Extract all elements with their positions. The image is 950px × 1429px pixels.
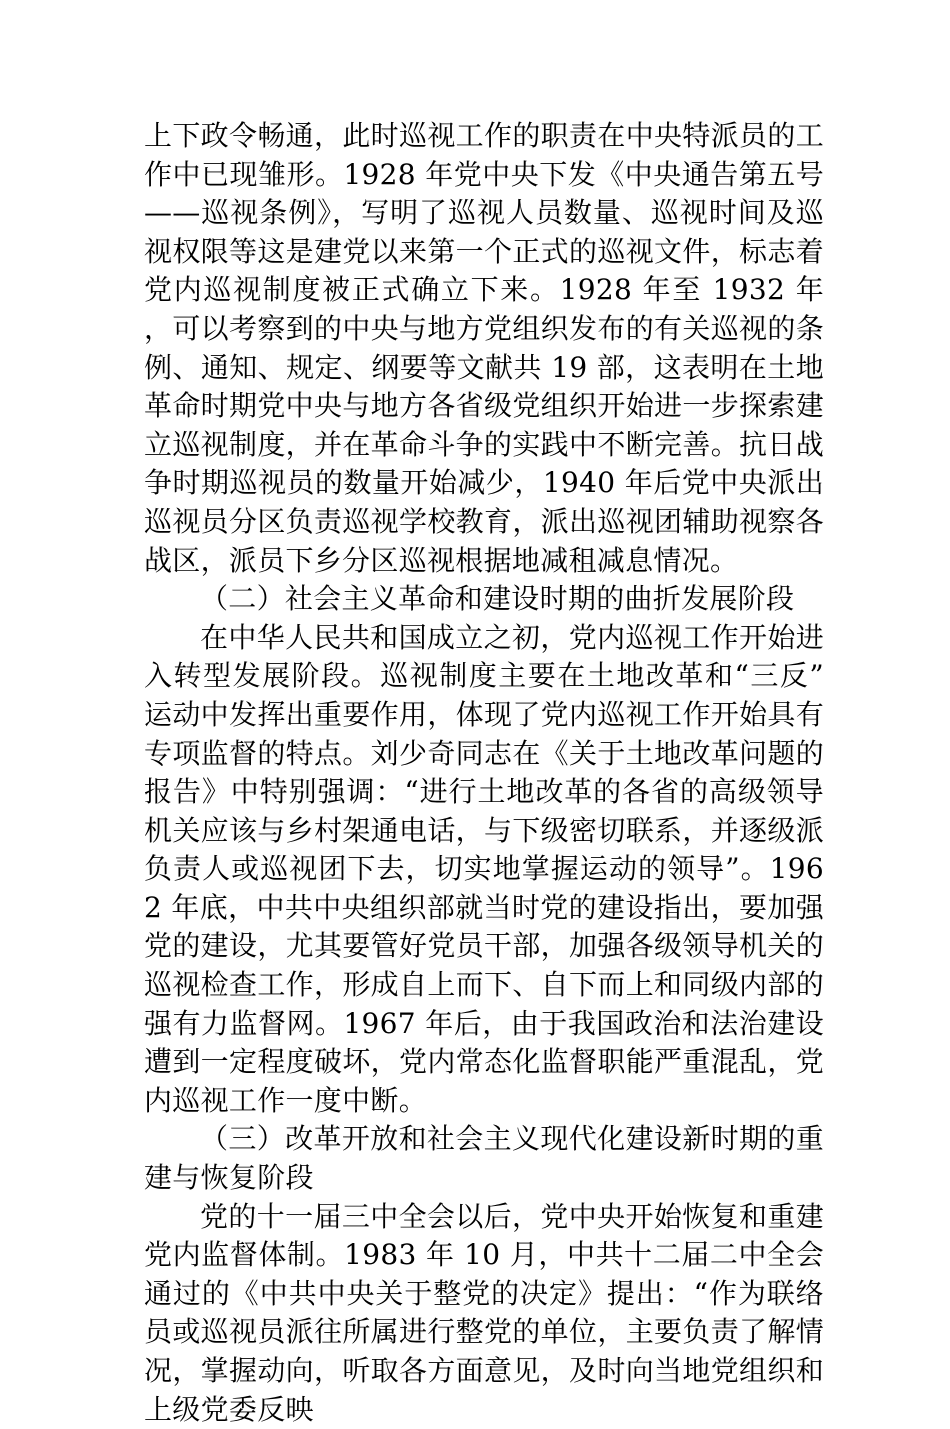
section-heading-3: （三）改革开放和社会主义现代化建设新时期的重建与恢复阶段 (144, 1122, 824, 1195)
paragraph-1: 上下政令畅通，此时巡视工作的职责在中央特派员的工作中已现雏形。1928 年党中央下发《中央通告第五号——巡视条例》，写明了巡视人员数量、巡视时间及巡视权限等这是建党以来第一个正式的巡视文件，标志着党内巡视制度被正式确立下来。1928 年至 1932 年，可以考察到的中央与地方党组织发布的有关巡视的条例、通知、规定、纲要等文献共 19 部，这表明在土地革命时期党中央与地方各省级党组织开始进一步探索建立巡视制度，并在革命斗争的实践中不断完善。抗日战争时期巡视员的数量开始减少，1940 年后党中央派出巡视员分区负责巡视学校教育，派出巡视团辅助视察各战区，派员下乡分区巡视根据地减租减息情况。 (144, 119, 824, 577)
section-heading-2: （二）社会主义革命和建设时期的曲折发展阶段 (200, 582, 795, 616)
paragraph-3: 党的十一届三中全会以后，党中央开始恢复和重建党内监督体制。1983 年 10 月，中共十二届二中全会通过的《中共中央关于整党的决定》提出：“作为联络员或巡视员派往所属进行整党的单位，主要负责了解情况，掌握动向，听取各方面意见，及时向当地党组织和上级党委反映 (144, 1199, 824, 1426)
body-text (144, 117, 824, 1429)
paragraph-2: 在中华人民共和国成立之初，党内巡视工作开始进入转型发展阶段。巡视制度主要在土地改革和“三反”运动中发挥出重要作用，体现了党内巡视工作开始具有专项监督的特点。刘少奇同志在《关于土地改革问题的报告》中特别强调：“进行土地改革的各省的高级领导机关应该与乡村架通电话，与下级密切联系，并逐级派负责人或巡视团下去，切实地掌握运动的领导”。1962 年底，中共中央组织部就当时党的建设指出，要加强党的建设，尤其要管好党员干部，加强各级领导机关的巡视检查工作，形成自上而下、自下而上和同级内部的强有力监督网。1967 年后，由于我国政治和法治建设遭到一定程度破坏，党内常态化监督职能严重混乱，党内巡视工作一度中断。 (144, 620, 824, 1117)
